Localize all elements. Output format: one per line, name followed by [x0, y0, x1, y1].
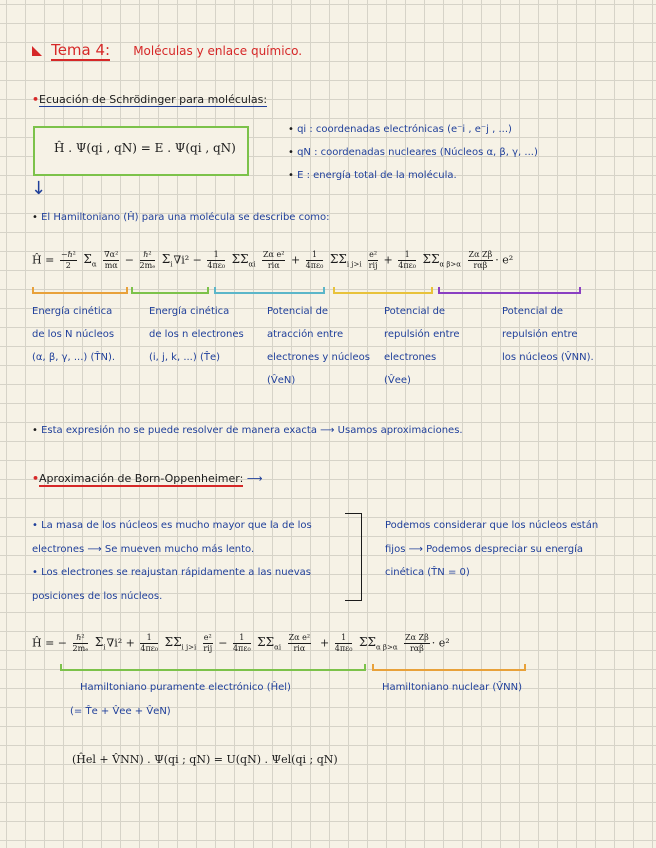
bo-consequence: Podemos considerar que los núcleos están fijos ⟶ Podemos despreciar su energía cinética (T̂N = 0): [385, 520, 599, 578]
brace-nuclear-kinetic: [32, 287, 128, 294]
label-nuclear-hamiltonian: Hamiltoniano nuclear (V̂NN): [382, 682, 522, 693]
bullet-icon: •: [32, 93, 40, 106]
page-title: [32, 40, 302, 59]
final-equation: (Ĥel + V̂NN) . Ψ(qi ; qN) = U(qN) . Ψel(qi ; qN): [72, 753, 338, 766]
hamiltonian-full: Ĥ = $\frac{\text{−ℏ²}}{2}$ $\Sigma_\alpha$ $\frac{\text{∇α²}}{m\alpha}$ − $\frac{\text{ℏ²}}{\text{2mₑ}}$ $\Sigma_i\nabla i^2$ − $\frac{1}{\text{4πε₀}}$ $\Sigma\Sigma_{\alpha i}$ $\frac{\text{Zα e²}}{\text{riα}}$ + $\frac{1}{\text{4πε₀}}$ $\Sigma\Sigma_{i j>i}$ $\frac{\text{e²}}{\text{rij}}$ + $\frac{1}{\text{4πε₀}}$ $\Sigma\Sigma_{\alpha \beta>\alpha}$ $\frac{\text{Zα Zβ}}{\text{rαβ}}$ · e²: [32, 250, 514, 270]
title-subtitle: Moléculas y enlace químico.: [133, 44, 303, 58]
down-arrow-icon: ↓: [31, 178, 47, 199]
desc-electron-kinetic: Energía cinética de los n electrones (i, j, k, ...) (T̂e): [149, 306, 244, 363]
desc-nuclear-kinetic: Energía cinética de los N núcleos (α, β, γ, ...) (T̂N).: [32, 306, 116, 363]
label-electronic-hamiltonian: Hamiltoniano puramente electrónico (Ĥel): [80, 682, 291, 693]
brace-attraction: [214, 287, 325, 294]
desc-attraction: Potencial de atracción entre electrones y núcleos (V̂eN): [267, 306, 370, 386]
hamiltonian-bo: Ĥ = − $\frac{\text{ℏ²}}{\text{2mₑ}}$ $\Sigma_i\nabla i^2$ + $\frac{1}{\text{4πε₀}}$ $\Sigma\Sigma_{i j>i}$ $\frac{\text{e²}}{\text{rij}}$ − $\frac{1}{\text{4πε₀}}$ $\Sigma\Sigma_{\alpha i}$ $\frac{\text{Zα e²}}{\text{riα}}$ + $\frac{1}{\text{4πε₀}}$ $\Sigma\Sigma_{\alpha \beta>\alpha}$ $\frac{\text{Zα Zβ}}{\text{rαβ}}$ · e²: [32, 633, 450, 653]
brace-electron-repulsion: [333, 287, 433, 294]
assumptions-bracket: [345, 513, 362, 601]
desc-electron-repulsion: Potencial de repulsión entre electrones (V̂ee): [384, 306, 460, 386]
brace-nuclear: [372, 664, 526, 671]
schrodinger-equation: Ĥ . Ψ(qi , qN) = E . Ψ(qi , qN): [54, 141, 236, 155]
desc-nuclear-repulsion: Potencial de repulsión entre los núcleos (V̂NN).: [502, 306, 594, 363]
born-oppenheimer-heading: •Aproximación de Born-Oppenheimer: ⟶: [32, 472, 263, 485]
exact-solution-note: • Esta expresión no se puede resolver de manera exacta ⟶ Usamos aproximaciones.: [32, 425, 463, 436]
note-qi: • qi : coordenadas electrónicas (e⁻i , e⁻j , ...): [288, 124, 512, 135]
bullet-icon: •: [32, 472, 40, 485]
right-arrow-icon: ⟶: [246, 472, 263, 485]
brace-electronic: [60, 664, 366, 671]
title-main: Tema 4:: [51, 41, 111, 59]
title-marker-icon: [32, 46, 42, 56]
label-electronic-sum: (= T̂e + V̂ee + V̂eN): [70, 706, 171, 717]
note-qn: • qN : coordenadas nucleares (Núcleos α, β, γ, ...): [288, 147, 538, 158]
brace-nuclear-repulsion: [438, 287, 581, 294]
coordinate-notes: [288, 118, 538, 187]
bo-assumptions: • La masa de los núcleos es mucho mayor que la de los electrones ⟶ Se mueven mucho más lento. • Los electrones se reajustan rápidamente a las nuevas posiciones de los núcleos.: [32, 520, 312, 602]
hamiltonian-intro: • El Hamiltoniano (Ĥ) para una molécula se describe como:: [32, 212, 330, 223]
section1-heading: •Ecuación de Schrödinger para moléculas:: [32, 93, 268, 106]
brace-electron-kinetic: [131, 287, 209, 294]
note-e: • E : energía total de la molécula.: [288, 170, 457, 181]
